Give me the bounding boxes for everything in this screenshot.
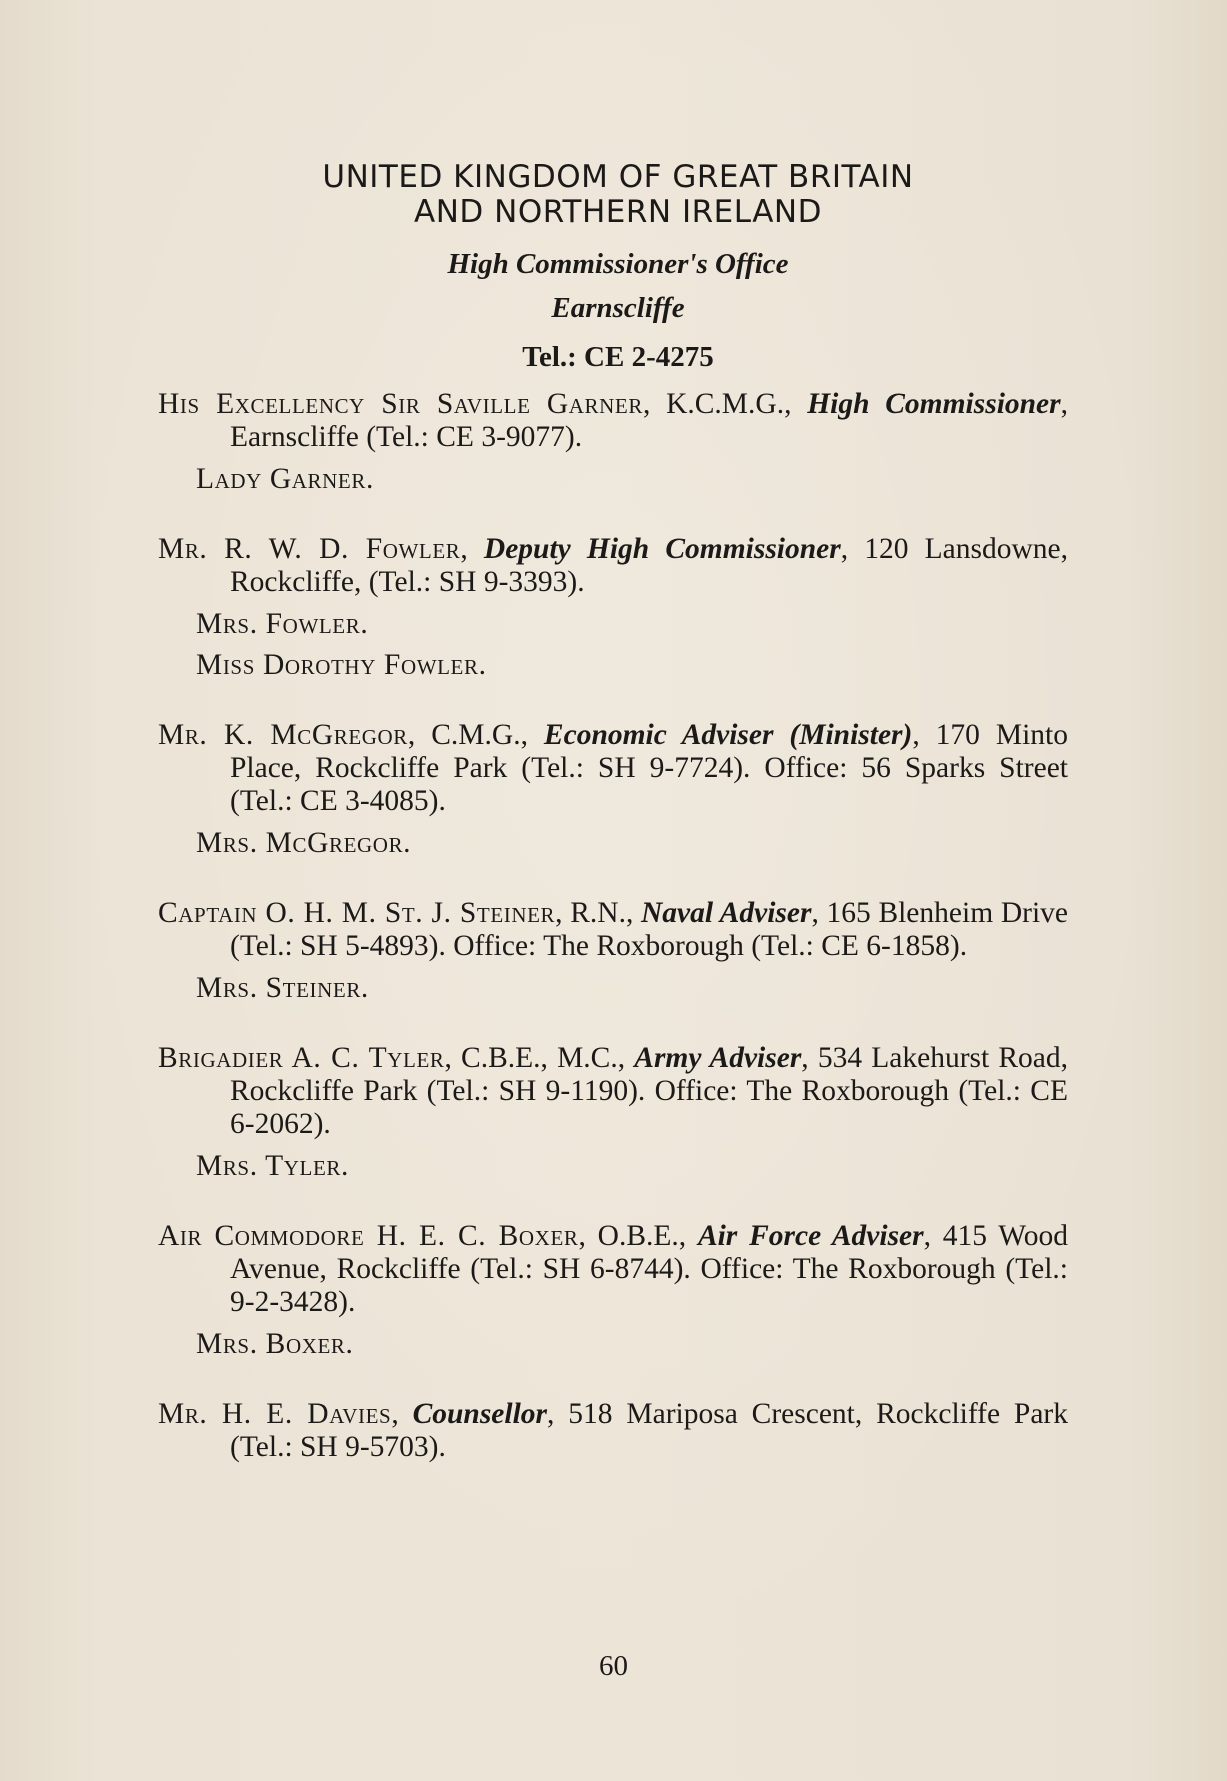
directory-entry	[158, 1220, 1068, 1319]
entry-title: Economic Adviser (Minister)	[543, 719, 913, 751]
entry-honours: ,	[460, 533, 484, 565]
heading-line-2: AND NORTHERN IRELAND	[414, 194, 822, 230]
entry-details: , 170 Minto Place, Rockcliffe Park (Tel.: SH 9-7724). Office: 56 Sparks Street (Tel.: CE 3-4085).	[230, 719, 1068, 817]
directory-entry	[158, 533, 1068, 599]
spouse-line: Mrs. Steiner.	[196, 972, 369, 1004]
spouse-line: Mrs. Tyler.	[196, 1150, 349, 1182]
entry-honours: , C.M.G.,	[407, 719, 544, 751]
entry-name: Brigadier A. C. Tyler	[158, 1042, 445, 1074]
office-name: High Commissioner's Office	[447, 248, 789, 280]
entry-honours: , C.B.E., M.C.,	[444, 1042, 635, 1074]
entry-title: Deputy High Commissioner	[483, 533, 841, 565]
entry-name: Mr. R. W. D. Fowler	[158, 533, 461, 565]
directory-entry	[158, 1398, 1068, 1464]
family-member-line: Miss Dorothy Fowler.	[196, 649, 487, 681]
entry-details: , 518 Mariposa Crescent, Rockcliffe Park (Tel.: SH 9-5703).	[230, 1398, 1069, 1463]
entry-title: Army Adviser	[634, 1042, 802, 1074]
entry-name: Air Commodore H. E. C. Boxer	[158, 1220, 579, 1252]
page-content	[158, 160, 1068, 1464]
page-number: 60	[599, 1650, 628, 1682]
directory-entry	[158, 1042, 1068, 1141]
country-heading	[168, 160, 1068, 230]
office-residence: Earnscliffe	[551, 292, 685, 324]
spouse-line: Mrs. Boxer.	[196, 1328, 354, 1360]
entry-title: Air Force Adviser	[697, 1220, 924, 1252]
office-block	[168, 242, 1068, 330]
directory-entry	[158, 388, 1068, 454]
entry-details: , 415 Wood Avenue, Rockcliffe (Tel.: SH 6-8744). Office: The Roxborough (Tel.: 9-2-3428).	[230, 1220, 1069, 1318]
entry-details: , Earnscliffe (Tel.: CE 3-9077).	[230, 388, 1068, 453]
entry-title: Naval Adviser	[641, 897, 812, 929]
entry-details: , 165 Blenheim Drive (Tel.: SH 5-4893). Office: The Roxborough (Tel.: CE 6-1858).	[230, 897, 1068, 962]
entry-name: Captain O. H. M. St. J. Steiner	[158, 897, 556, 929]
heading-line-1: UNITED KINGDOM OF GREAT BRITAIN	[322, 159, 914, 195]
spouse-line: Mrs. Fowler.	[196, 608, 369, 640]
directory-entry	[158, 897, 1068, 963]
entry-title: Counsellor	[412, 1398, 548, 1430]
entry-honours: ,	[391, 1398, 413, 1430]
directory-entry	[158, 719, 1068, 818]
spouse-line: Lady Garner.	[196, 463, 374, 495]
entry-name: Mr. H. E. Davies	[158, 1398, 392, 1430]
spouse-line: Mrs. McGregor.	[196, 827, 412, 859]
entry-title: High Commissioner	[807, 388, 1061, 420]
entry-honours: , O.B.E.,	[578, 1220, 698, 1252]
entry-honours: , R.N.,	[555, 897, 641, 929]
office-telephone: Tel.: CE 2-4275	[522, 341, 714, 373]
entry-details: , 534 Lakehurst Road, Rockcliffe Park (Tel.: SH 9-1190). Office: The Roxborough (Tel.: CE 6-2062).	[230, 1042, 1068, 1140]
entry-name: Mr. K. McGregor	[158, 719, 408, 751]
entry-name: His Excellency Sir Saville Garner	[158, 388, 643, 420]
entry-details: , 120 Lansdowne, Rockcliffe, (Tel.: SH 9-3393).	[230, 533, 1069, 598]
entry-honours: , K.C.M.G.,	[642, 388, 808, 420]
